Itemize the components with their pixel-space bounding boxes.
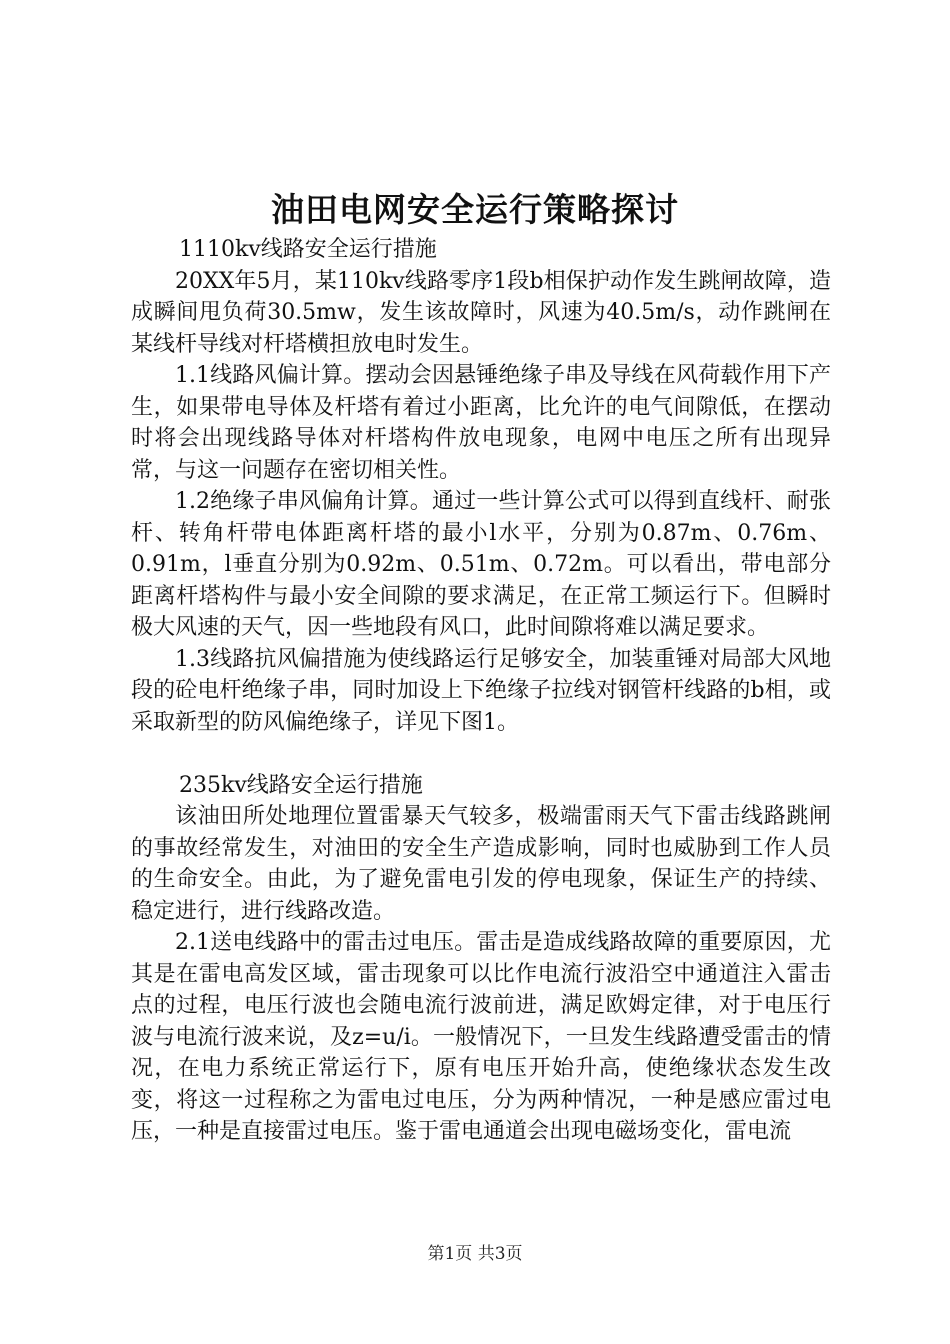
paragraph-spacer xyxy=(131,738,831,770)
paragraph-fault-description: 20XX年5月，某110kv线路零序1段b相保护动作发生跳闸故障，造成瞬间甩负荷30.5mw，发生该故障时，风速为40.5m/s，动作跳闸在某线杆导线对杆塔横担放电时发生。 xyxy=(131,268,831,357)
paragraph-section-2-intro: 该油田所处地理位置雷暴天气较多，极端雷雨天气下雷击线路跳闸的事故经常发生，对油田的安全生产造成影响，同时也威胁到工作人员的生命安全。由此，为了避免雷电引发的停电现象，保证生产的持续、稳定进行，进行线路改造。 xyxy=(131,804,831,924)
paragraph-1-1: 1.1线路风偏计算。摆动会因悬锤绝缘子串及导线在风荷载作用下产生，如果带电导体及杆塔有着过小距离，比允许的电气间隙低，在摆动时将会出现线路导体对杆塔构件放电现象，电网中电压之所有出现异常，与这一问题存在密切相关性。 xyxy=(131,363,831,483)
page-footer: 第1页 共3页 xyxy=(427,1244,523,1264)
paragraph-1-3: 1.3线路抗风偏措施为使线路运行足够安全，加装重锤对局部大风地段的砼电杆绝缘子串，同时加设上下绝缘子拉线对钢管杆线路的b相，或采取新型的防风偏绝缘子，详见下图1。 xyxy=(131,646,831,735)
paragraph-2-1: 2.1送电线路中的雷击过电压。雷击是造成线路故障的重要原因，尤其是在雷电高发区域，雷击现象可以比作电流行波沿空中通道注入雷击点的过程，电压行波也会随电流行波前进，满足欧姆定律，对于电压行波与电流行波来说，及z=u/i。一般情况下，一旦发生线路遭受雷击的情况，在电力系统正常运行下，原有电压开始升高，使绝缘状态发生改变，将这一过程称之为雷电过电压，分为两种情况，一种是感应雷过电压，一种是直接雷过电压。鉴于雷电通道会出现电磁场变化，雷电流 xyxy=(131,930,831,1144)
section-heading-1: 1110kv线路安全运行措施 xyxy=(179,237,437,262)
paragraph-1-2: 1.2绝缘子串风偏角计算。通过一些计算公式可以得到直线杆、耐张杆、转角杆带电体距离杆塔的最小l水平，分别为0.87m、0.76m、0.91m，l垂直分别为0.92m、0.51m、0.72m。可以看出，带电部分距离杆塔构件与最小安全间隙的要求满足，在正常工频运行下。但瞬时极大风速的天气，因一些地段有风口，此时间隙将难以满足要求。 xyxy=(131,489,831,640)
document-title: 油田电网安全运行策略探讨 xyxy=(271,190,679,229)
document-body xyxy=(131,234,831,1148)
section-heading-2: 235kv线路安全运行措施 xyxy=(179,772,423,798)
